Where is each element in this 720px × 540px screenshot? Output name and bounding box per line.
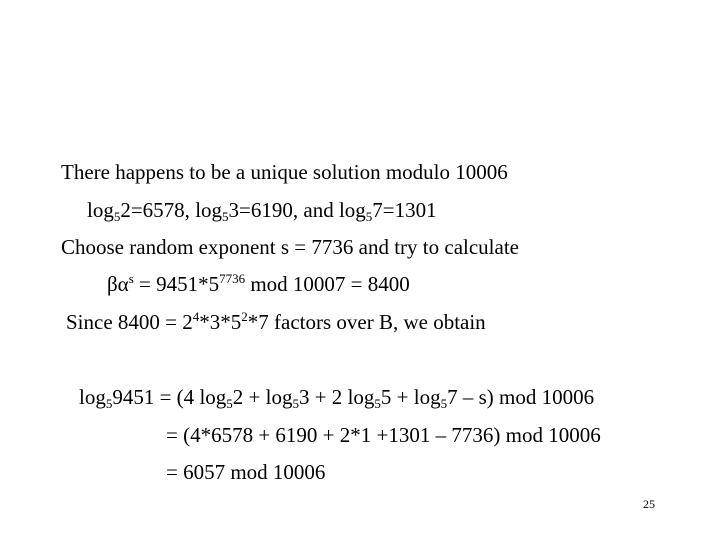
eq1-part-1: 9451 = (4: [112, 385, 200, 409]
page-number: 25: [643, 497, 655, 511]
log-base: 5: [113, 209, 121, 224]
log-base: 5: [226, 396, 233, 411]
intro-line: [61, 160, 508, 184]
log-base: 5: [292, 396, 299, 411]
log-word: log: [347, 385, 375, 409]
eq1-part-2: 2 +: [232, 385, 266, 409]
log-base: 5: [222, 209, 229, 224]
log-word: log: [195, 198, 223, 222]
eq3-text: = 6057 mod 10006: [166, 460, 326, 484]
calc-tail: mod 10007 = 8400: [245, 272, 410, 296]
logs-line: [87, 198, 437, 222]
log-item-3: 7=1301: [372, 198, 437, 222]
eq1-part-4: 5 +: [380, 385, 414, 409]
since-line: [66, 310, 486, 334]
calc-mid: = 9451*5: [133, 272, 220, 296]
log-word: log: [338, 198, 366, 222]
intro-text: There happens to be a unique solution modulo 10006: [61, 160, 508, 184]
log-base: 5: [105, 396, 113, 411]
eq1-part-3: 3 + 2: [298, 385, 348, 409]
log-base: 5: [440, 396, 448, 411]
since-a: Since 8400 = 2: [66, 310, 193, 334]
log-word: log: [87, 198, 114, 222]
eq1-part-5: 7 – s) mod 10006: [447, 385, 595, 409]
log-item-2: 3=6190, and: [228, 198, 339, 222]
calc-line: [107, 272, 410, 296]
equation-line-2: [166, 423, 601, 447]
since-c: *7 factors over B, we obtain: [247, 310, 486, 334]
eq2-text: = (4*6578 + 6190 + 2*1 +1301 – 7736) mod 10006: [166, 423, 601, 447]
choose-line: [61, 235, 519, 259]
log-word: log: [413, 385, 441, 409]
log-word: log: [79, 385, 106, 409]
since-exp-4: 4: [192, 309, 200, 324]
log-base: 5: [374, 396, 381, 411]
log-base: 5: [365, 209, 373, 224]
beta-alpha: βα: [107, 272, 129, 296]
choose-text: Choose random exponent s = 7736 and try to calculate: [61, 235, 519, 259]
log-item-1: 2=6578,: [120, 198, 196, 222]
since-b: *3*5: [199, 310, 242, 334]
equation-line-3: [166, 460, 325, 484]
calc-exponent: 7736: [219, 271, 246, 286]
log-word: log: [265, 385, 293, 409]
equation-line-1: [79, 385, 594, 409]
s-superscript: s: [128, 271, 134, 286]
since-exp-2: 2: [241, 309, 248, 324]
log-word: log: [199, 385, 227, 409]
